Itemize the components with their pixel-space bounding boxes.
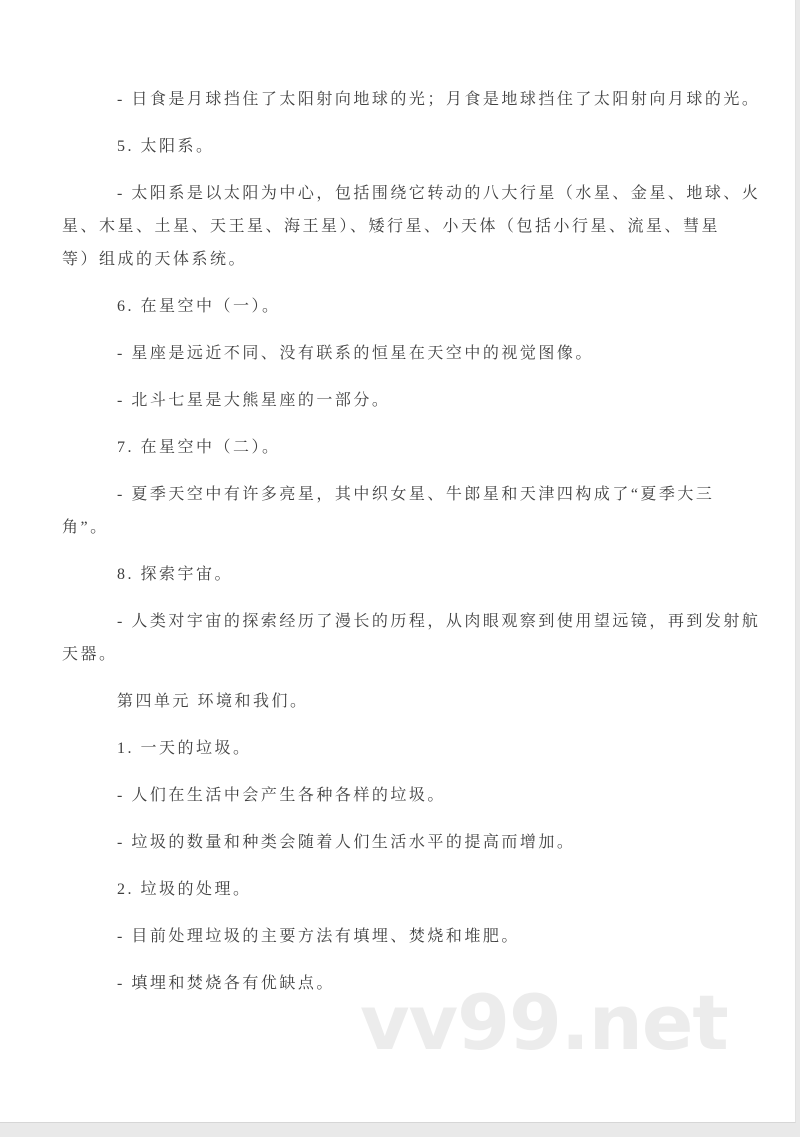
text-line: - 星座是远近不同、没有联系的恒星在天空中的视觉图像。 bbox=[117, 345, 594, 362]
text-line: - 北斗七星是大熊星座的一部分。 bbox=[117, 392, 391, 409]
paragraph-bullet bbox=[62, 967, 752, 1000]
paragraph-numbered bbox=[62, 558, 752, 591]
text-line: 第四单元 环境和我们。 bbox=[117, 693, 309, 710]
watermark-text: vv99.net bbox=[360, 978, 728, 1067]
text-line: 2. 垃圾的处理。 bbox=[117, 881, 252, 898]
text-line: - 目前处理垃圾的主要方法有填埋、焚烧和堆肥。 bbox=[117, 928, 520, 945]
text-line: - 填埋和焚烧各有优缺点。 bbox=[117, 975, 335, 992]
paragraph-bullet bbox=[62, 384, 752, 417]
text-line: - 人类对宇宙的探索经历了漫长的历程，从肉眼观察到使用望远镜，再到发射航 bbox=[117, 613, 761, 630]
text-line: 星、木星、土星、天王星、海王星）、矮行星、小天体（包括小行星、流星、彗星 bbox=[62, 218, 721, 235]
paragraph-numbered bbox=[62, 130, 752, 163]
text-line: - 太阳系是以太阳为中心，包括围绕它转动的八大行星（水星、金星、地球、火 bbox=[117, 185, 761, 202]
paragraph-bullet bbox=[62, 478, 752, 544]
paragraph-numbered bbox=[62, 431, 752, 464]
text-line: 6. 在星空中（一）。 bbox=[117, 298, 281, 315]
paragraph-bullet bbox=[62, 920, 752, 953]
text-line: - 夏季天空中有许多亮星，其中织女星、牛郎星和天津四构成了“夏季大三 bbox=[117, 486, 715, 503]
text-line: 7. 在星空中（二）。 bbox=[117, 439, 281, 456]
paragraph-bullet bbox=[62, 177, 761, 276]
text-line: 5. 太阳系。 bbox=[117, 138, 215, 155]
paragraph-numbered bbox=[62, 290, 752, 323]
paragraph-bullet bbox=[62, 605, 761, 671]
document-body bbox=[62, 83, 761, 1014]
text-line: - 日食是月球挡住了太阳射向地球的光；月食是地球挡住了太阳射向月球的光。 bbox=[117, 91, 761, 108]
text-line: 8. 探索宇宙。 bbox=[117, 566, 234, 583]
text-line: - 人们在生活中会产生各种各样的垃圾。 bbox=[117, 787, 446, 804]
text-line: - 垃圾的数量和种类会随着人们生活水平的提高而增加。 bbox=[117, 834, 576, 851]
page-bottom-gap bbox=[0, 1124, 800, 1137]
paragraph-numbered bbox=[62, 732, 752, 765]
text-line: 角”。 bbox=[62, 519, 109, 536]
paragraph-bullet bbox=[62, 337, 752, 370]
paragraph-heading bbox=[62, 685, 752, 718]
paragraph-numbered bbox=[62, 873, 752, 906]
paragraph-bullet bbox=[62, 826, 752, 859]
text-line: 1. 一天的垃圾。 bbox=[117, 740, 252, 757]
paragraph-bullet bbox=[62, 83, 761, 116]
text-line: 等）组成的天体系统。 bbox=[62, 251, 248, 268]
paragraph-bullet bbox=[62, 779, 752, 812]
text-line: 天器。 bbox=[62, 646, 118, 663]
